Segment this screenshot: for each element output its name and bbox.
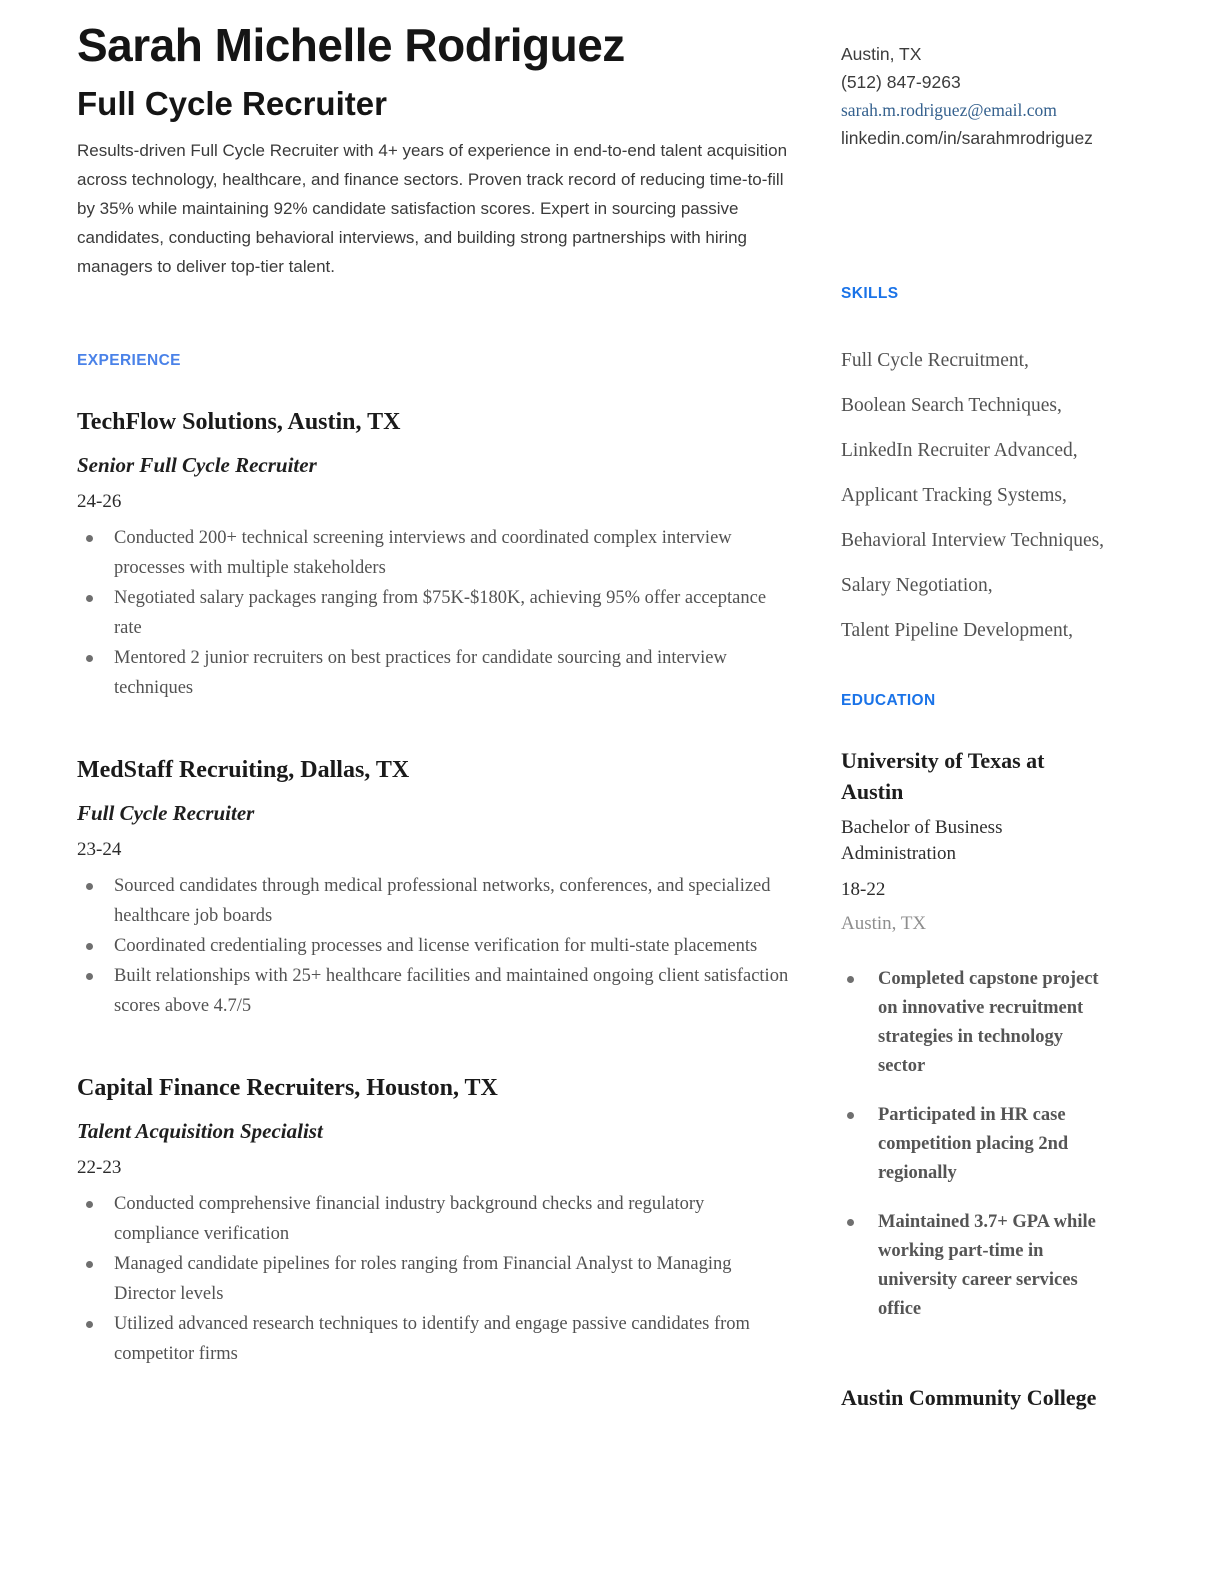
degree-name: Bachelor of Business Administration bbox=[841, 817, 1003, 864]
date-range: 24-26 bbox=[77, 491, 122, 512]
contact-email-link[interactable]: sarah.m.rodriguez@email.com bbox=[841, 100, 1057, 120]
summary-paragraph: Results-driven Full Cycle Recruiter with 4+ years of experience in end-to-end talent acquisition across technology, healthcare, and finance sectors. Proven track record of reducing time-to-fill by 35% while maintaining 92% candidate satisfaction scores. Expert in sourcing passive candidates, conducting behavioral interviews, and building strong partnerships with hiring managers to deliver top-tier talent. bbox=[77, 141, 788, 276]
education-section-label: EDUCATION bbox=[841, 692, 936, 709]
right-column bbox=[841, 40, 1109, 1413]
bullet-item: Negotiated salary packages ranging from $75K-$180K, achieving 95% offer acceptance rate bbox=[77, 583, 789, 643]
company-name: Capital Finance Recruiters, Houston, TX bbox=[77, 1075, 498, 1101]
person-name: Sarah Michelle Rodriguez bbox=[77, 19, 625, 71]
date-range: 23-24 bbox=[77, 839, 122, 860]
person-title: Full Cycle Recruiter bbox=[77, 85, 387, 122]
contact-block bbox=[841, 40, 1109, 152]
education-bullet-list bbox=[841, 965, 1109, 1324]
skill-item: Behavioral Interview Techniques, bbox=[841, 530, 1105, 551]
bullet-item: Participated in HR case competition placing 2nd regionally bbox=[841, 1101, 1109, 1188]
contact-linkedin: linkedin.com/in/sarahmrodriguez bbox=[841, 128, 1093, 148]
date-range: 18-22 bbox=[841, 879, 886, 900]
bullet-item: Managed candidate pipelines for roles ranging from Financial Analyst to Managing Director levels bbox=[77, 1249, 789, 1309]
skill-item: Talent Pipeline Development, bbox=[841, 620, 1074, 641]
skill-item: Applicant Tracking Systems, bbox=[841, 485, 1067, 506]
experience-bullet-list bbox=[77, 523, 789, 703]
contact-phone: (512) 847-9263 bbox=[841, 72, 961, 92]
school-name: University of Texas at Austin bbox=[841, 748, 1045, 804]
experience-section-label: EXPERIENCE bbox=[77, 352, 181, 369]
skill-item: LinkedIn Recruiter Advanced, bbox=[841, 440, 1078, 461]
bullet-item: Built relationships with 25+ healthcare facilities and maintained ongoing client satisfaction scores above 4.7/5 bbox=[77, 961, 789, 1021]
skill-item: Full Cycle Recruitment, bbox=[841, 350, 1029, 371]
bullet-item: Conducted comprehensive financial industry background checks and regulatory compliance verification bbox=[77, 1189, 789, 1249]
role-title: Senior Full Cycle Recruiter bbox=[77, 453, 317, 477]
experience-entry bbox=[77, 755, 789, 1021]
skill-item: Salary Negotiation, bbox=[841, 575, 993, 596]
bullet-item: Sourced candidates through medical professional networks, conferences, and specialized healthcare job boards bbox=[77, 871, 789, 931]
skills-list bbox=[841, 344, 1109, 647]
skill-item: Boolean Search Techniques, bbox=[841, 395, 1062, 416]
bullet-item: Conducted 200+ technical screening interviews and coordinated complex interview processes with multiple stakeholders bbox=[77, 523, 789, 583]
bullet-item: Maintained 3.7+ GPA while working part-time in university career services office bbox=[841, 1208, 1109, 1324]
experience-entry bbox=[77, 407, 789, 703]
role-title: Talent Acquisition Specialist bbox=[77, 1119, 323, 1143]
bullet-item: Mentored 2 junior recruiters on best practices for candidate sourcing and interview techniques bbox=[77, 643, 789, 703]
school-location: Austin, TX bbox=[841, 913, 927, 934]
experience-entry bbox=[77, 1073, 789, 1369]
left-column bbox=[77, 20, 789, 1421]
company-name: TechFlow Solutions, Austin, TX bbox=[77, 409, 401, 435]
education-entry bbox=[841, 1382, 1109, 1413]
role-title: Full Cycle Recruiter bbox=[77, 801, 255, 825]
company-name: MedStaff Recruiting, Dallas, TX bbox=[77, 757, 410, 783]
bullet-item: Coordinated credentialing processes and license verification for multi-state placements bbox=[77, 931, 789, 961]
skills-section-label: SKILLS bbox=[841, 285, 899, 302]
contact-location: Austin, TX bbox=[841, 44, 922, 64]
date-range: 22-23 bbox=[77, 1157, 122, 1178]
school-name: Austin Community College bbox=[841, 1385, 1097, 1410]
bullet-item: Utilized advanced research techniques to identify and engage passive candidates from competitor firms bbox=[77, 1309, 789, 1369]
education-entry bbox=[841, 745, 1109, 1324]
bullet-item: Completed capstone project on innovative recruitment strategies in technology sector bbox=[841, 965, 1109, 1081]
experience-bullet-list bbox=[77, 1189, 789, 1369]
experience-bullet-list bbox=[77, 871, 789, 1021]
